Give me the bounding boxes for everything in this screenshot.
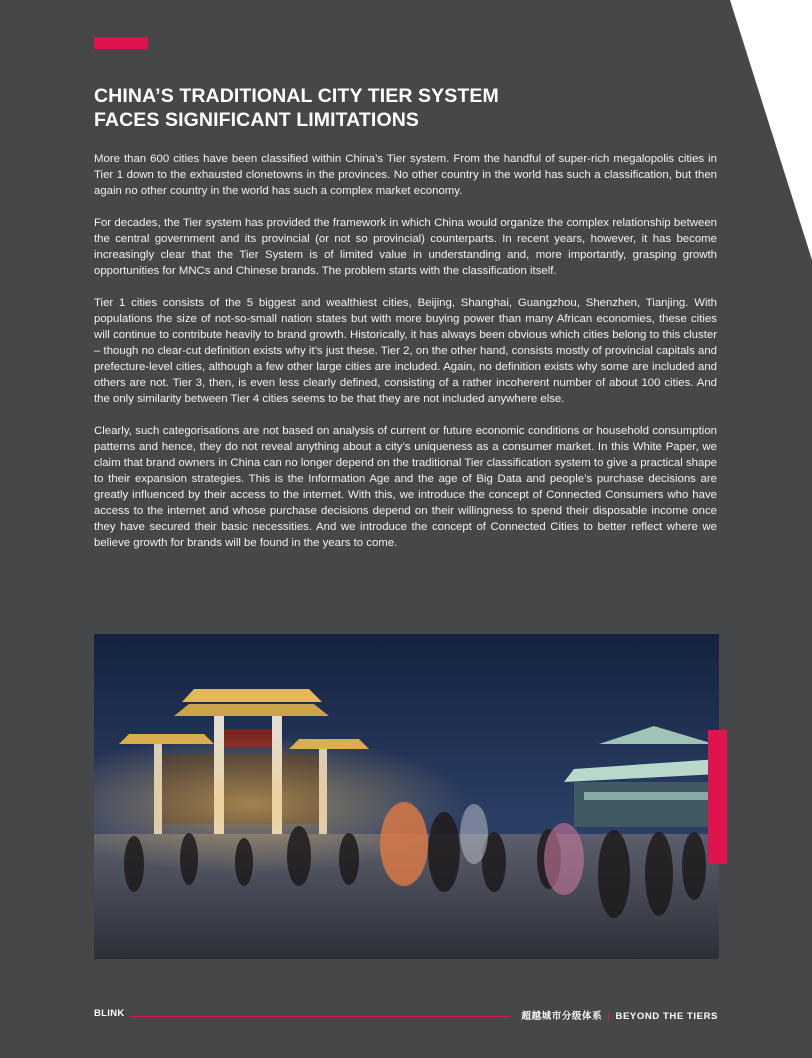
footer-title: [521, 1008, 718, 1022]
city-night-photo: [94, 634, 719, 959]
article-body: [94, 151, 717, 567]
paragraph: For decades, the Tier system has provided the framework in which China would organize the complex relationship between the central government and its provincial (or not so provincial) counterparts. In recent years, however, it has become increasingly clear that the Tier System is of limited value in understanding and, more importantly, grasping growth opportunities for MNCs and Chinese brands. The problem starts with the classification itself.: [94, 217, 717, 277]
footer-separator: |: [607, 1011, 611, 1022]
title-line-2: FACES SIGNIFICANT LIMITATIONS: [94, 109, 420, 131]
paragraph: Tier 1 cities consists of the 5 biggest and wealthiest cities, Beijing, Shanghai, Guangzhou, Shenzhen, Tianjing. With populations the size of not-so-small nation states but with more buying power than many African economies, these cities will continue to contribute heavily to brand growth. Historically, it has always been obvious which cities belong to this cluster – though no clear-cut definition exists why it’s just these. Tier 2, on the other hand, consists mostly of provincial capitals and prefecture-level cities, although a few other large cities are included. Again, no definition exists why some are included and others are not. Tier 3, then, is even less clearly defined, consisting of a rather incoherent number of about 100 cities. And the only similarity between Tier 4 cities seems to be that they are not included anywhere else.: [94, 297, 717, 405]
footer-chinese-title: 超越城市分级体系: [521, 1011, 603, 1022]
footer-brand: BLINK: [94, 1008, 125, 1019]
footer-divider-line: [130, 1016, 510, 1017]
title-line-1: CHINA’S TRADITIONAL CITY TIER SYSTEM: [94, 85, 499, 107]
page-title: [94, 84, 654, 132]
paragraph: Clearly, such categorisations are not based on analysis of current or future economic conditions or household consumption patterns and hence, they do not reveal anything about a city’s uniqueness as a consumer market. In this White Paper, we claim that brand owners in China can no longer depend on the traditional Tier classification system to give a practical shape to their expansion strategies. This is the Information Age and the age of Big Data and people’s purchase decisions are greatly influenced by their access to the internet. With this, we introduce the concept of Connected Consumers who have access to the internet and whose purchase decisions depend on their willingness to spend their disposable income once they have secured their basic necessities. And we introduce the concept of Connected Cities to better reflect where we believe growth for brands will be found in the years to come.: [94, 425, 717, 549]
footer-english-title: BEYOND THE TIERS: [615, 1011, 718, 1022]
accent-bar: [94, 37, 148, 49]
white-corner-shape: [730, 0, 812, 260]
paragraph: More than 600 cities have been classified within China’s Tier system. From the handful of super-rich megalopolis cities in Tier 1 down to the exhausted clonetowns in the provinces. No other country in the world has such a classification, but then again no other country in the world has such a complex market economy.: [94, 153, 717, 197]
side-accent-tab: [708, 730, 727, 864]
